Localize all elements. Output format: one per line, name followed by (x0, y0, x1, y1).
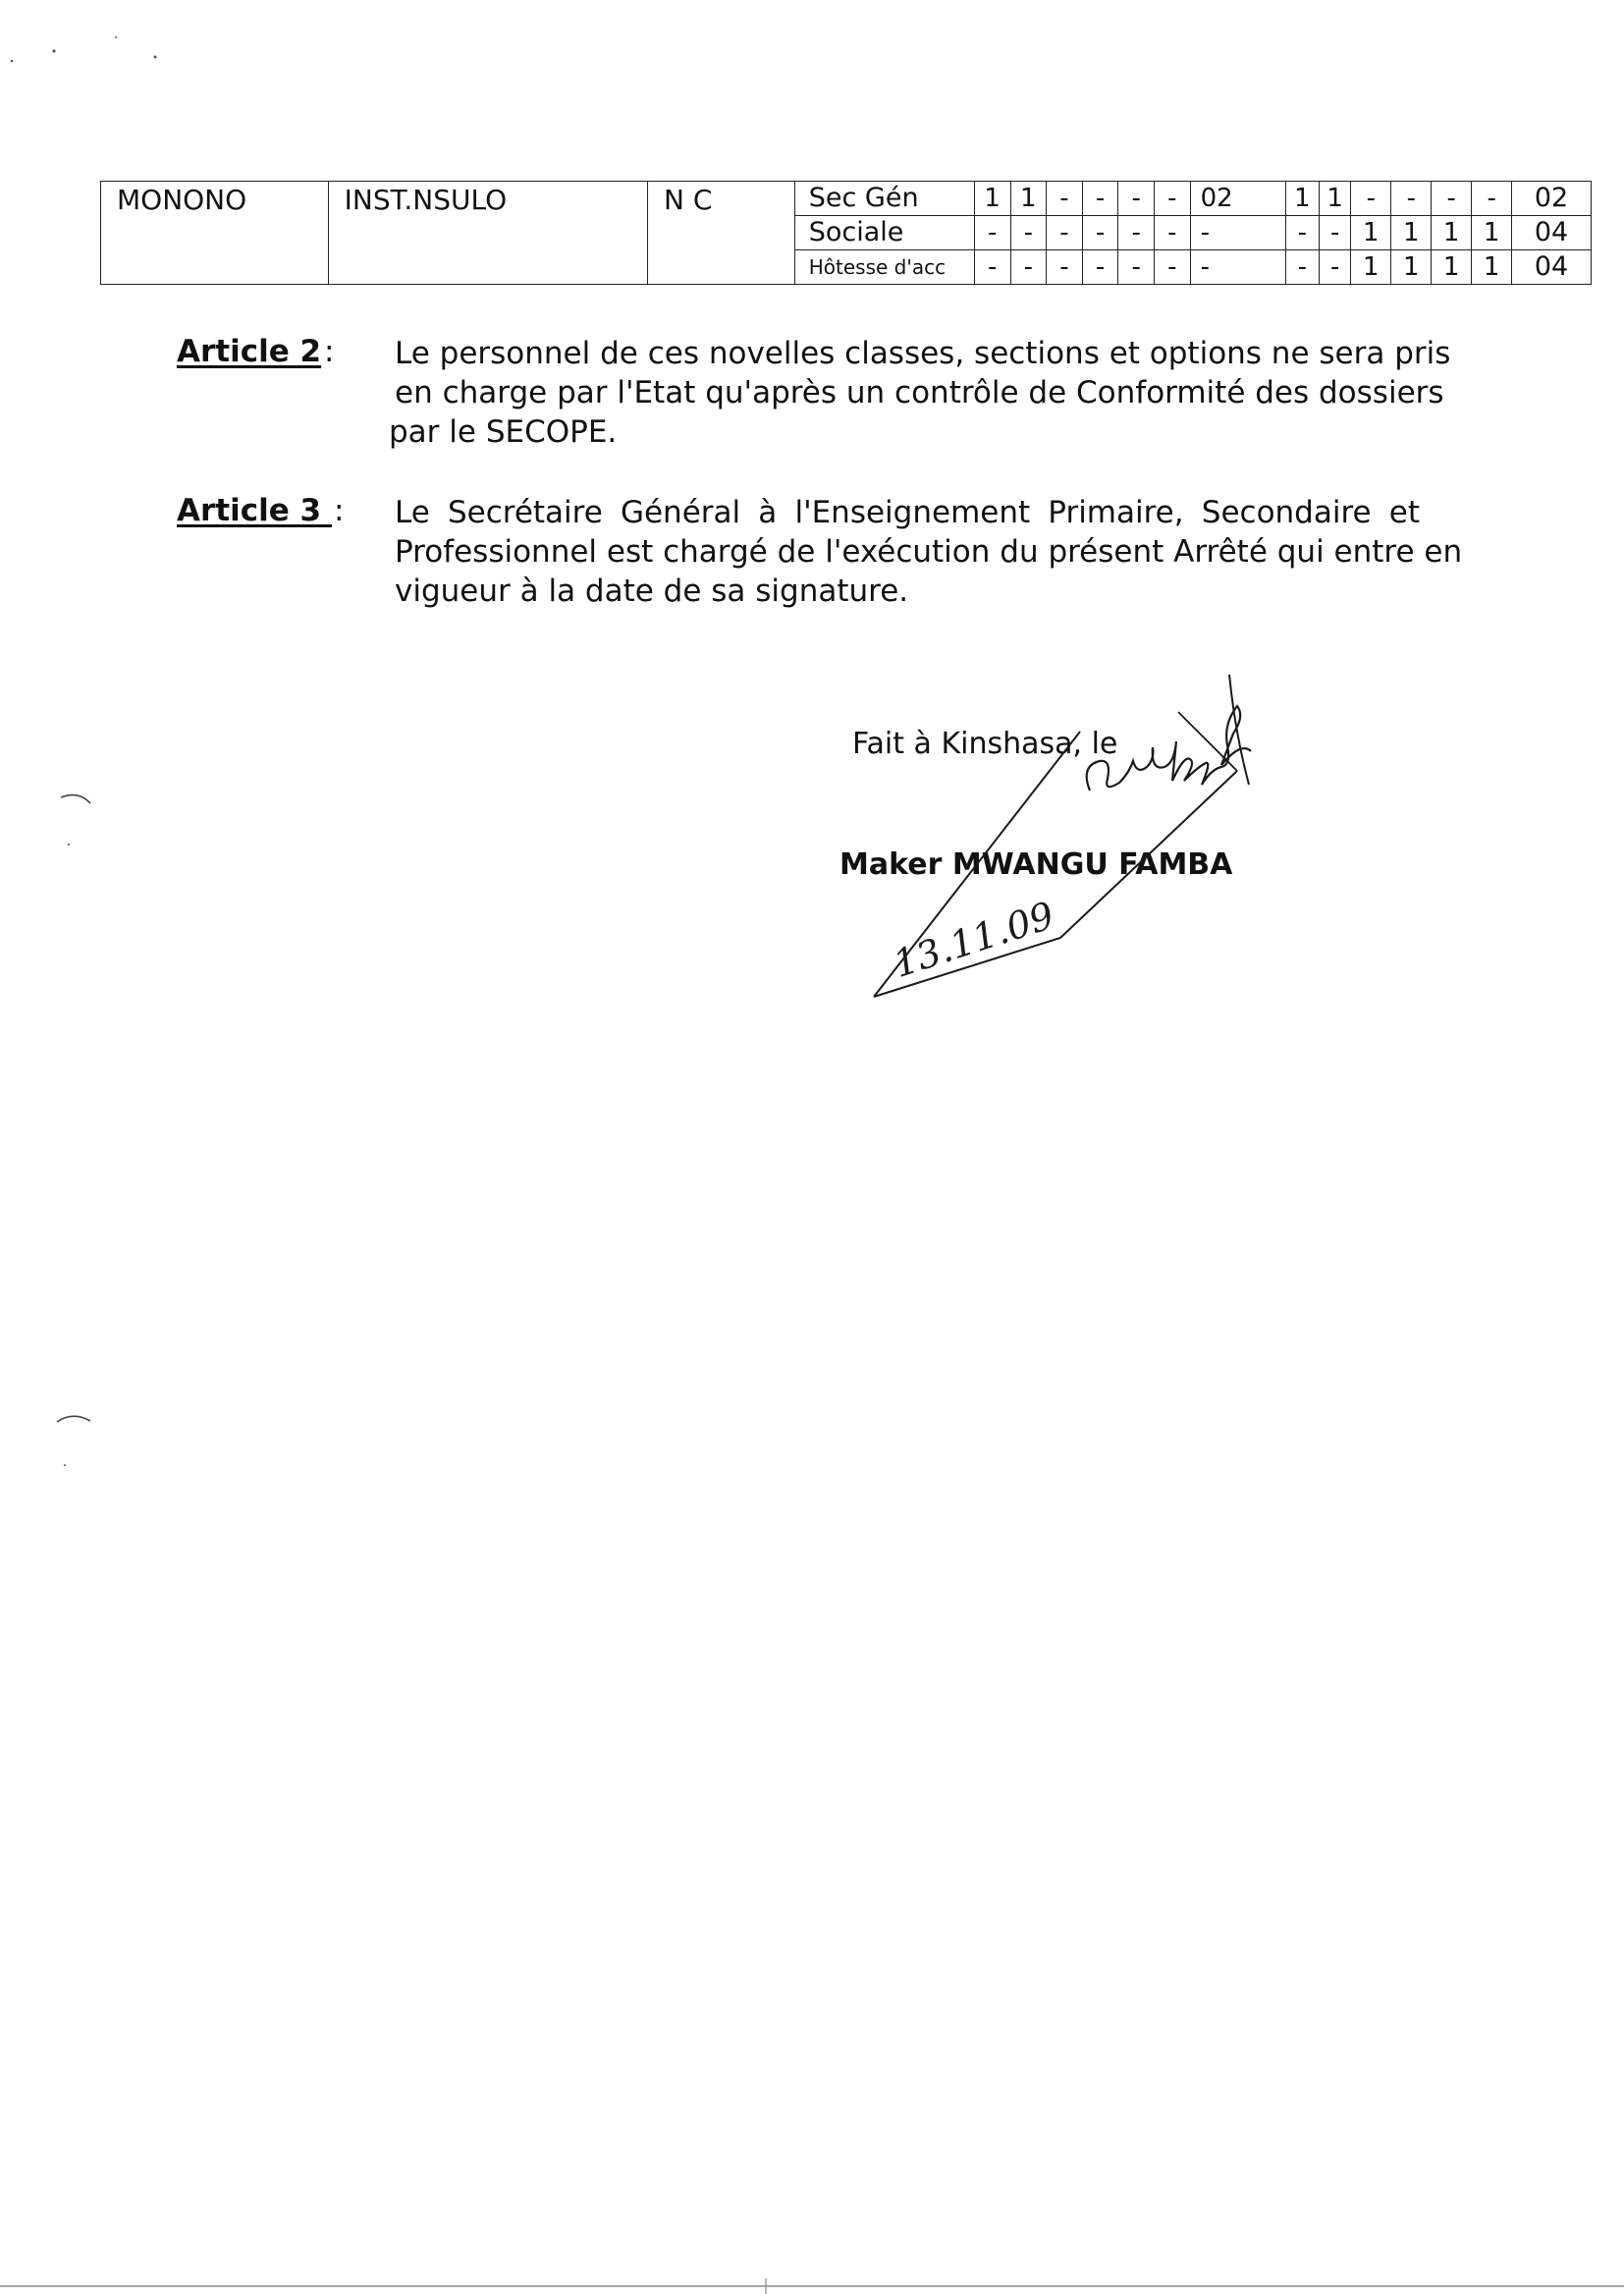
district-cell: MONONO (101, 182, 329, 285)
place-date-line: Fait à Kinshasa, le (852, 727, 1118, 761)
table-cell: 1 (1432, 216, 1472, 250)
article-2-line: par le SECOPE. (389, 414, 618, 450)
table-cell: - (1047, 182, 1083, 216)
table-cell: 1 (1285, 182, 1319, 216)
total-cell: 04 (1512, 250, 1592, 285)
section-cell: Sociale (794, 216, 974, 250)
table-cell: - (1472, 182, 1512, 216)
table-cell: - (1432, 182, 1472, 216)
total-cell: 04 (1512, 216, 1592, 250)
table-cell: - (1047, 250, 1083, 285)
table-cell: - (1082, 216, 1118, 250)
table-cell: - (1010, 250, 1047, 285)
table-cell: - (1118, 250, 1155, 285)
article-2-label: Article 2 (177, 334, 322, 369)
table-cell: - (1082, 250, 1118, 285)
table-cell: 1 (1432, 250, 1472, 285)
table-cell: 1 (974, 182, 1010, 216)
article-3-colon: : (334, 493, 345, 528)
table-cell: 1 (1472, 216, 1512, 250)
article-3-body (395, 493, 1463, 611)
signer-name: Maker MWANGU FAMBA (839, 847, 1233, 882)
total-cell: 02 (1512, 182, 1592, 216)
article-3-line: vigueur à la date de sa signature. (395, 574, 909, 609)
table-cell: 1 (1472, 250, 1512, 285)
table-cell: - (1391, 182, 1432, 216)
table-cell: 02 (1190, 182, 1285, 216)
section-cell: Hôtesse d'acc (794, 250, 974, 285)
table-cell: - (1285, 250, 1319, 285)
table-cell: 1 (1351, 250, 1391, 285)
table-cell: 1 (1391, 216, 1432, 250)
section-cell: Sec Gén (794, 182, 974, 216)
table-cell: 1 (1320, 182, 1351, 216)
table-cell: 1 (1391, 250, 1432, 285)
table-cell: - (1155, 216, 1191, 250)
table-cell: 1 (1010, 182, 1047, 216)
table-cell: - (1320, 216, 1351, 250)
article-3-label: Article 3 (177, 493, 332, 528)
table-cell: - (1351, 182, 1391, 216)
article-2-line: Le personnel de ces novelles classes, sections et options ne sera pris (395, 336, 1451, 371)
table-cell: - (1155, 250, 1191, 285)
table-row (101, 182, 1592, 216)
article-2-colon: : (324, 334, 335, 369)
school-cell: INST.NSULO (328, 182, 647, 285)
article-3-line: Le Secrétaire Général à l'Enseignement Primaire, Secondaire et (395, 495, 1420, 530)
table-cell: - (1190, 250, 1285, 285)
table-cell: - (1118, 216, 1155, 250)
table-cell: - (1047, 216, 1083, 250)
table-cell: - (1320, 250, 1351, 285)
article-3-line: Professionnel est chargé de l'exécution du présent Arrêté qui entre en (395, 534, 1463, 570)
article-2-line: en charge par l'Etat qu'après un contrôle de Conformité des dossiers (395, 375, 1444, 410)
class-allocation-table (100, 181, 1592, 285)
table-cell: - (1285, 216, 1319, 250)
table-cell: - (974, 216, 1010, 250)
table-cell: - (1190, 216, 1285, 250)
table-cell: - (1010, 216, 1047, 250)
handwritten-date: 13.11.09 (888, 893, 1059, 986)
table-cell: 1 (1351, 216, 1391, 250)
article-2-body (389, 334, 1451, 452)
table-cell: - (1082, 182, 1118, 216)
table-cell: - (1155, 182, 1191, 216)
table-cell: - (974, 250, 1010, 285)
table-cell: - (1118, 182, 1155, 216)
code-cell: N C (647, 182, 794, 285)
